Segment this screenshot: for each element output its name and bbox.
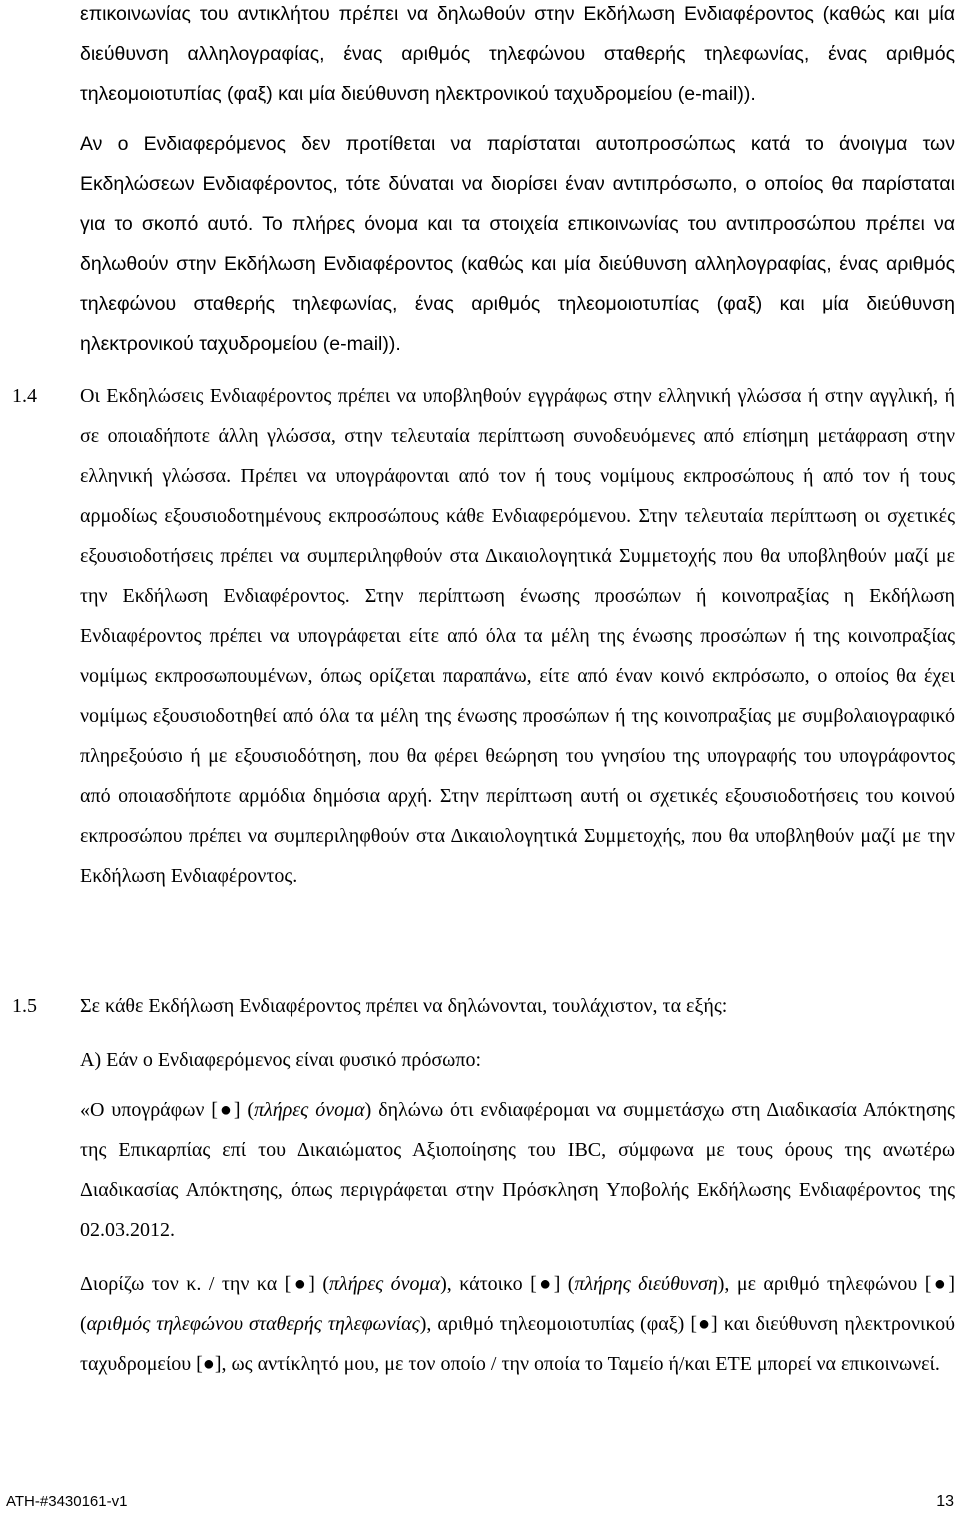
appointment-italic-address: πλήρης διεύθυνση xyxy=(574,1273,718,1295)
appointment-italic-full-name: πλήρες όνομα xyxy=(329,1273,441,1295)
declaration-paragraph xyxy=(80,1090,955,1250)
appointment-text-1: Διορίζω τον κ. / την κα [●] ( xyxy=(80,1273,330,1295)
appointment-text-2: ), κάτοικο [●] ( xyxy=(440,1273,575,1295)
section-1-5-intro: Σε κάθε Εκδήλωση Ενδιαφέροντος πρέπει να δηλώνονται, τουλάχιστον, τα εξής: xyxy=(80,995,728,1017)
section-number-1-4: 1.4 xyxy=(12,385,37,407)
declaration-text-b: ) δηλώνω ότι ενδιαφέρομαι να συμμετάσχω στη Διαδικασία Απόκτησης της Επικαρπίας επί του Δικαιώματος Αξιοποίησης του IBC, σύμφωνα με τους όρους της ανωτέρω Διαδικασίας Απόκτησης, όπως περιγράφεται στην Πρόσκληση Υποβολής Εκδήλωσης Ενδιαφέροντος της 02.03.2012. xyxy=(80,1099,955,1241)
page-number: 13 xyxy=(936,1493,954,1510)
section-number-1-5: 1.5 xyxy=(12,995,37,1017)
declaration-italic-full-name: πλήρες όνομα xyxy=(254,1099,365,1121)
appointment-text-3: ), με αριθμό τηλεφώνου [●] ( xyxy=(80,1273,955,1335)
declaration-text-a: «Ο υπογράφων [●] ( xyxy=(80,1099,255,1121)
appointment-paragraph xyxy=(80,1264,955,1384)
appointment-text-4: ), αριθμό τηλεομοιοτυπίας (φαξ) [●] και διεύθυνση ηλεκτρονικού ταχυδρομείου [●], ως αντίκλητό μου, με τον οποίο / την οποία το Ταμείο ή/και ΕΤΕ μπορεί να επικοινωνεί. xyxy=(80,1313,955,1375)
paragraph-intro: επικοινωνίας του αντικλήτου πρέπει να δηλωθούν στην Εκδήλωση Ενδιαφέροντος (καθώς και μία διεύθυνση αλληλογραφίας, ένας αριθμός τηλεφώνου σταθερής τηλεφωνίας, ένας αριθμός τηλεομοιοτυπίας (φαξ) και μία διεύθυνση ηλεκτρονικού ταχυδρομείου (e-mail)). xyxy=(80,3,955,105)
section-1-5-subheading: Α) Εάν ο Ενδιαφερόμενος είναι φυσικό πρόσωπο: xyxy=(80,1049,481,1071)
appointment-italic-phone: αριθμός τηλεφώνου σταθερής τηλεφωνίας xyxy=(86,1313,420,1335)
footer-document-id: ATH-#3430161-v1 xyxy=(6,1493,128,1510)
section-1-4-text: Οι Εκδηλώσεις Ενδιαφέροντος πρέπει να υποβληθούν εγγράφως στην ελληνική γλώσσα ή στην αγγλική, ή σε οποιαδήποτε άλλη γλώσσα, στην τελευταία περίπτωση συνοδευόμενες από επίσημη μετάφραση στην ελληνική γλώσσα. Πρέπει να υπογράφονται από τον ή τους νομίμους εκπροσώπους ή από τον ή τους αρμοδίως εξουσιοδοτημένους εκπροσώπους κάθε Ενδιαφερόμενου. Στην τελευταία περίπτωση οι σχετικές εξουσιοδοτήσεις πρέπει να συμπεριληφθούν στα Δικαιολογητικά Συμμετοχής που θα υποβληθούν μαζί με την Εκδήλωση Ενδιαφέροντος. Στην περίπτωση ένωσης προσώπων ή κοινοπραξίας η Εκδήλωση Ενδιαφέροντος πρέπει να υπογράφεται είτε από όλα τα μέλη της ένωσης προσώπων ή της κοινοπραξίας νομίμως εκπροσωπουμένων, όπως ορίζεται παραπάνω, είτε από έναν κοινό εκπρόσωπο, ο οποίος θα έχει νομίμως εξουσιοδοτηθεί από όλα τα μέλη της ένωσης προσώπων ή της κοινοπραξίας με συμβολαιογραφικό πληρεξούσιο ή με εξουσιοδότηση, που θα φέρει θεώρηση του γνησίου της υπογραφής του υπογράφοντος από οποιασδήποτε αρμόδια δημόσια αρχή. Στην περίπτωση αυτή οι σχετικές εξουσιοδοτήσεις του κοινού εκπροσώπου πρέπει να συμπεριληφθούν στα Δικαιολογητικά Συμμετοχής, που θα υποβληθούν μαζί με την Εκδήλωση Ενδιαφέροντος. xyxy=(80,385,955,887)
paragraph-representative: Αν ο Ενδιαφερόμενος δεν προτίθεται να παρίσταται αυτοπροσώπως κατά το άνοιγμα των Εκδηλώσεων Ενδιαφέροντος, τότε δύναται να διορίσει έναν αντιπρόσωπο, ο οποίος θα παρίσταται για το σκοπό αυτό. Το πλήρες όνομα και τα στοιχεία επικοινωνίας του αντιπροσώπου πρέπει να δηλωθούν στην Εκδήλωση Ενδιαφέροντος (καθώς και μία διεύθυνση αλληλογραφίας, ένας αριθμός τηλεφώνου σταθερής τηλεφωνίας, ένας αριθμός τηλεομοιοτυπίας (φαξ) και μία διεύθυνση ηλεκτρονικού ταχυδρομείου (e-mail)). xyxy=(80,133,955,355)
